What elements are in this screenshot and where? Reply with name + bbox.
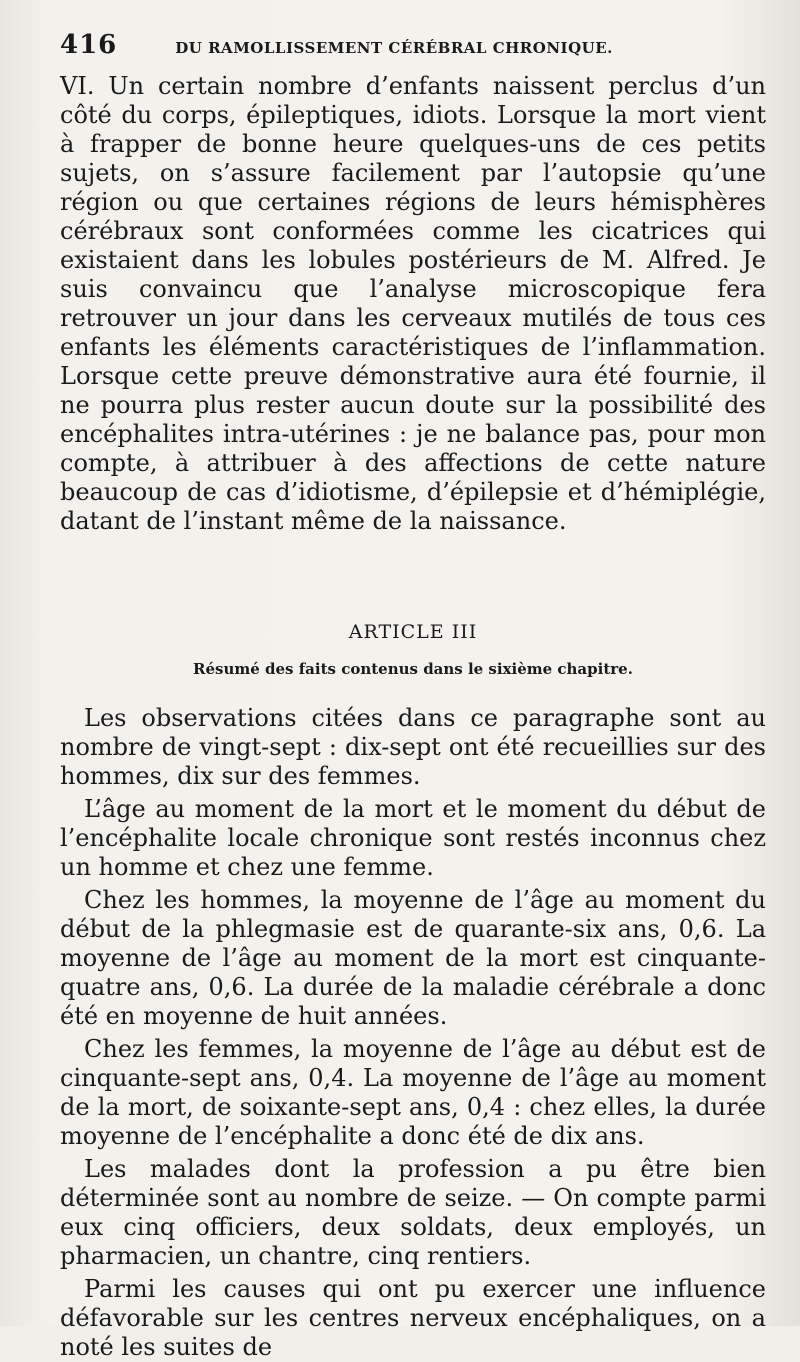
paragraph: Chez les hommes, la moyenne de l’âge au moment du début de la phlegmasie est de quarante-six ans, 0,6. La moyenne de l’âge au moment de la mort est cinquante-quatre ans, 0,6. La durée de la maladie cérébrale a donc été en moyenne de huit années. [60,886,766,1030]
page-number: 416 [60,30,118,60]
paragraph: Chez les femmes, la moyenne de l’âge au début est de cinquante-sept ans, 0,4. La moyenne de l’âge au moment de la mort, de soixante-sept ans, 0,4 : chez elles, la durée moyenne de l’encéphalite a donc été de dix ans. [60,1035,766,1150]
paragraph: Parmi les causes qui ont pu exercer une influence défavorable sur les centres nerveux encéphaliques, on a noté les suites de [60,1275,766,1361]
paragraph: L’âge au moment de la mort et le moment du début de l’encéphalite locale chronique sont restés inconnus chez un homme et chez une femme. [60,795,766,881]
paragraph: Les observations citées dans ce paragraphe sont au nombre de vingt-sept : dix-sept ont été recueillies sur des hommes, dix sur des femmes. [60,704,766,790]
body-text [60,72,766,1362]
paragraph: Les malades dont la profession a pu être bien déterminée sont au nombre de seize. — On compte parmi eux cinq officiers, deux soldats, deux employés, un pharmacien, un chantre, cinq rentiers. [60,1155,766,1270]
section-vi-paragraph: VI. Un certain nombre d’enfants naissent perclus d’un côté du corps, épileptiques, idiots. Lorsque la mort vient à frapper de bonne heure quelques-uns de ces petits sujets, on s’assure facilement par l’autopsie qu’une région ou que certaines régions de leurs hémisphères cérébraux sont conformées comme les cicatrices qui existaient dans les lobules postérieurs de M. Alfred. Je suis convaincu que l’analyse microscopique fera retrouver un jour dans les cerveaux mutilés de tous ces enfants les éléments caractéristiques de l’inflammation. Lorsque cette preuve démonstrative aura été fournie, il ne pourra plus rester aucun doute sur la possibilité des encéphalites intra-utérines : je ne balance pas, pour mon compte, à attribuer à des affections de cette nature beaucoup de cas d’idiotisme, d’épilepsie et d’hémiplégie, datant de l’instant même de la naissance. [60,72,766,535]
page-header [60,30,760,60]
article-subtitle: Résumé des faits contenus dans le sixième chapitre. [193,660,633,678]
running-title: DU RAMOLLISSEMENT CÉRÉBRAL CHRONIQUE. [175,39,613,57]
article-title: ARTICLE III [348,621,478,643]
